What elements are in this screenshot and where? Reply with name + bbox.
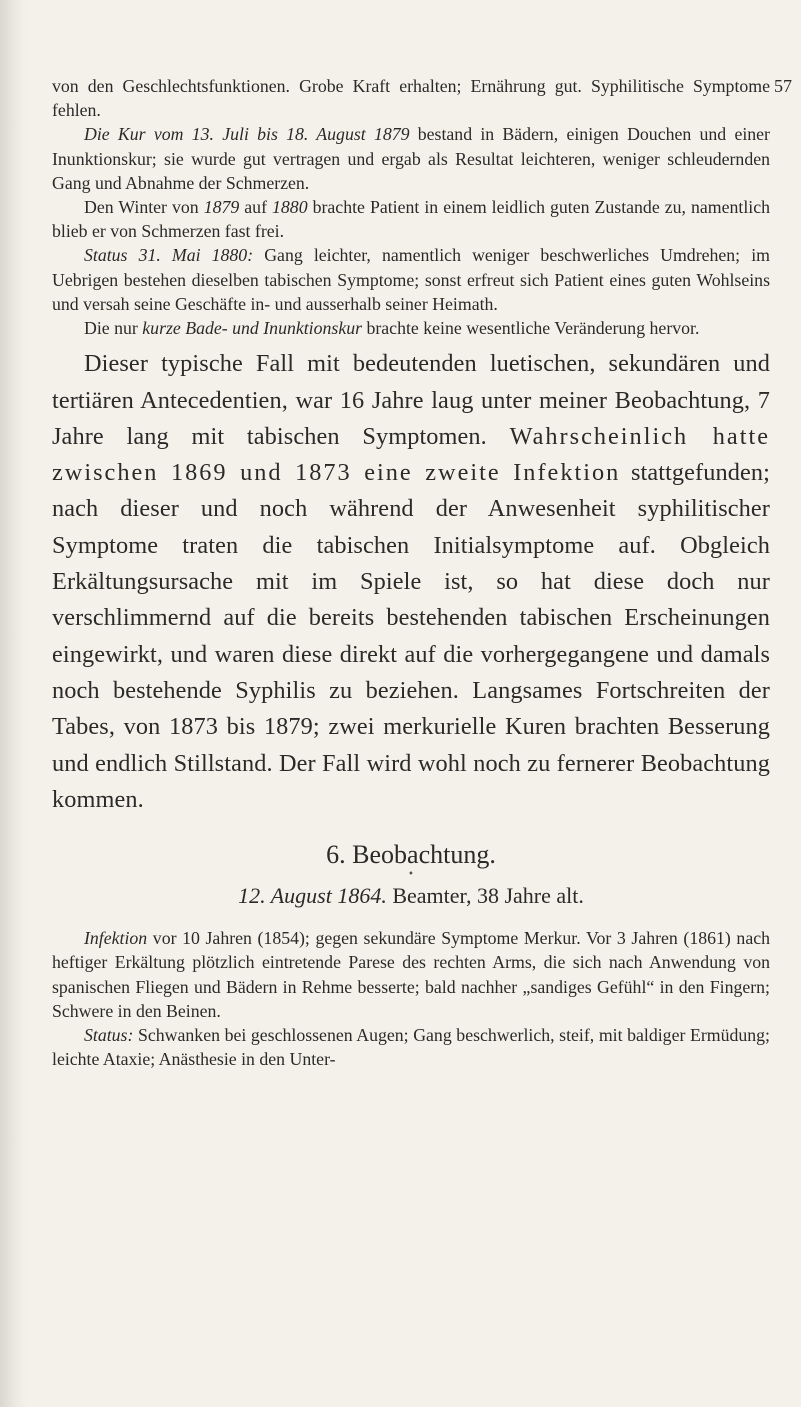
paragraph-winter: Den Winter von 1879 auf 1880 brachte Patient in einem leidlich guten Zustande zu, namentlich blieb er von Schmerzen fast frei. [52,197,770,242]
paragraph-short-cure: Die nur kurze Bade- und Inunktionskur brachte keine wesentliche Veränderung hervor. [84,318,700,339]
case-date: 12. August 1864. [238,883,387,909]
paragraph-continuation: von den Geschlechtsfunktionen. Grobe Kraft erhalten; Ernährung gut. Syphilitische Symptome fehlen. [52,76,770,121]
summary-part-1: Dieser typische Fall mit bedeutenden luetischen, sekundären und tertiären Antecedentien, war 16 Jahre laug unter meiner Beobachtung, 7 Jahre lang mit tabischen Symptomen. [52,350,770,450]
summary-part-3: stattgefunden; nach dieser und noch während der Anwesenheit syphilitischer Symptome traten die tabischen Initialsymptome auf. Obgleich Erkältungsursache mit im Spiele ist, so hat diese doch nur verschlimmernd auf die bereits bestehenden tabischen Erscheinungen eingewirkt, und waren diese direkt auf die vorhergegangene und damals noch bestehende Syphilis zu beziehen. Langsames Fortschreiten der Tabes, von 1873 bis 1879; zwei merkurielle Kuren brachten Besserung und endlich Stillstand. Der Fall wird wohl noch zu fernerer Beobachtung kommen. [52,459,770,813]
page-body [52,74,770,1071]
paragraph-cure-1879 [52,122,770,195]
page-edge-shadow [0,0,26,1407]
section-heading: 6. Beobachtung. [326,840,496,870]
status-description: Schwanken bei geschlossenen Augen; Gang beschwerlich, steif, mit baldiger Ermüdung; leichte Ataxie; Anästhesie in den Unter- [52,1024,770,1070]
paragraph-status [52,1023,770,1071]
paragraph-infection [52,926,770,1023]
status-label: Status: [84,1024,134,1045]
case-description: Beamter, 38 Jahre alt. [386,883,584,909]
case-header [52,882,770,910]
cure-text: bestand in Bädern, einigen Douchen und einer Inunktionskur; sie wurde gut vertragen und ergab als Resultat leichteren, weniger schleudernden Gang und Abnahme der Schmerzen. [52,124,770,193]
year-1880: 1880 [272,197,308,218]
summary-part-2: Wahrscheinlich hatte zwischen 1869 und 1873 eine zweite Infektion [52,422,770,487]
separator-dot: • [408,869,414,881]
status-text: Gang leichter, namentlich weniger beschwerliches Umdrehen; im Uebrigen bestehen dieselben tabischen Symptome; sonst erfreut sich Patient eines guten Wohlseins und versah seine Geschäfte in- und ausserhalb seiner Heimath. [52,245,770,314]
page-number: 57 [774,76,792,96]
paragraph-status-1880 [52,243,770,316]
short-cure-phrase: kurze Bade- und Inunktionskur [142,318,363,339]
year-1879: 1879 [203,197,240,218]
cure-period: Die Kur vom 13. Juli bis 18. August 1879 [84,124,410,145]
summary-paragraph [52,346,770,818]
infection-label: Infektion [84,928,148,949]
infection-text: vor 10 Jahren (1854); gegen sekundäre Symptome Merkur. Vor 3 Jahren (1861) nach heftiger Erkältung plötzlich eintretende Parese des rechten Arms, die sich nach Anwendung von spanischen Fliegen und Bädern in Rehme besserte; bald nachher „sandiges Gefühl“ in den Fingern; Schwere in den Beinen. [52,928,770,1021]
status-date: Status 31. Mai 1880: [84,245,254,266]
